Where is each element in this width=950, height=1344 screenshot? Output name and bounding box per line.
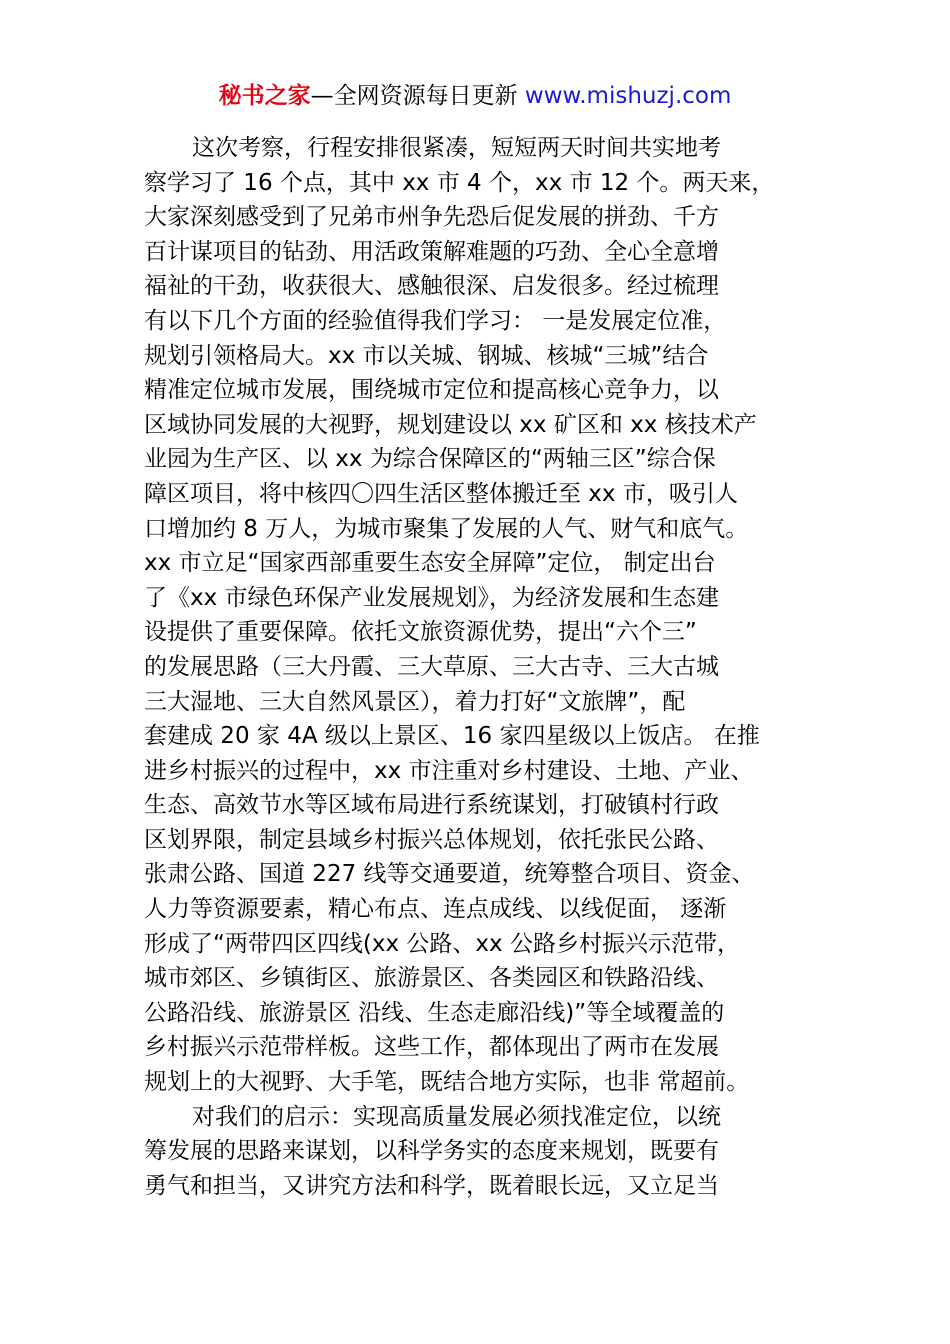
- paragraph-1-line: 公路沿线、旅游景区 沿线、生态走廊沿线)”等全域覆盖的: [144, 999, 725, 1026]
- paragraph-1-line: 这次考察，行程安排很紧凑，短短两天时间共实地考: [192, 135, 721, 161]
- paragraph-1-line: 口增加约 8 万人，为城市聚集了发展的人气、财气和底气。: [144, 515, 749, 542]
- paragraph-1-line: 区域协同发展的大视野，规划建设以 xx 矿区和 xx 核技术产: [144, 411, 757, 438]
- paragraph-1-line: 张肃公路、国道 227 线等交通要道，统筹整合项目、资金、: [144, 861, 755, 888]
- paragraph-1-line: 生态、高效节水等区域布局进行系统谋划，打破镇村行政: [144, 792, 719, 819]
- paragraph-1-line: 福祉的干劲，收获很大、感触很深、启发很多。经过梳理: [144, 273, 719, 300]
- paragraph-1-line: 察学习了 16 个点，其中 xx 市 4 个，xx 市 12 个。两天来，: [144, 169, 775, 196]
- paragraph-1-line: 乡村振兴示范带样板。这些工作，都体现出了两市在发展: [144, 1034, 719, 1061]
- document-body: [144, 131, 824, 1203]
- paragraph-1-line: 规划上的大视野、大手笔，既结合地方实际，也非 常超前。: [144, 1069, 750, 1096]
- paragraph-1-line: 进乡村振兴的过程中，xx 市注重对乡村建设、土地、产业、: [144, 757, 754, 784]
- paragraph-1-line: 城市郊区、乡镇街区、旅游景区、各类园区和铁路沿线、: [144, 965, 719, 992]
- paragraph-1-line: 有以下几个方面的经验值得我们学习： 一是发展定位准，: [144, 307, 727, 334]
- paragraph-2-line: 筹发展的思路来谋划，以科学务实的态度来规划，既要有: [144, 1138, 719, 1165]
- paragraph-1-line: 业园为生产区、以 xx 为综合保障区的“两轴三区”综合保: [144, 446, 716, 473]
- paragraph-1-line: 人力等资源要素，精心布点、连点成线、以线促面， 逐渐: [144, 896, 727, 923]
- brand-name: 秘书之家: [218, 83, 311, 109]
- paragraph-2-line: 对我们的启示：实现高质量发展必须找准定位，以统: [192, 1103, 721, 1130]
- paragraph-2-line: 勇气和担当，又讲究方法和科学，既着眼长远，又立足当: [144, 1172, 719, 1199]
- paragraph-1-line: 的发展思路（三大丹霞、三大草原、三大古寺、三大古城: [144, 653, 719, 680]
- paragraph-1-line: 大家深刻感受到了兄弟市州争先恐后促发展的拼劲、千方: [144, 204, 719, 231]
- site-header: [0, 80, 950, 112]
- paragraph-1-line: 了《xx 市绿色环保产业发展规划》，为经济发展和生态建: [144, 584, 720, 611]
- paragraph-1-line: 精准定位城市发展，围绕城市定位和提高核心竞争力，以: [144, 377, 719, 404]
- header-tagline: —全网资源每日更新: [310, 83, 518, 109]
- site-url-link[interactable]: www.mishuzj.com: [524, 83, 732, 109]
- paragraph-1-line: 规划引领格局大。xx 市以关城、钢城、核城“三城”结合: [144, 342, 709, 369]
- paragraph-1-line: 设提供了重要保障。依托文旅资源优势，提出“六个三”: [144, 619, 697, 646]
- paragraph-1-line: 三大湿地、三大自然风景区），着力打好“文旅牌”，配: [144, 688, 686, 715]
- paragraph-1-line: 障区项目，将中核四〇四生活区整体搬迁至 xx 市，吸引人: [144, 480, 738, 507]
- paragraph-1-line: 百计谋项目的钻劲、用活政策解难题的巧劲、全心全意增: [144, 238, 719, 265]
- paragraph-1-line: 区划界限，制定县域乡村振兴总体规划，依托张民公路、: [144, 826, 719, 853]
- paragraph-1-line: 形成了“两带四区四线(xx 公路、xx 公路乡村振兴示范带，: [144, 930, 740, 957]
- paragraph-1-line: xx 市立足“国家西部重要生态安全屏障”定位， 制定出台: [144, 550, 716, 577]
- paragraph-1-line: 套建成 20 家 4A 级以上景区、16 家四星级以上饭店。 在推: [144, 723, 760, 750]
